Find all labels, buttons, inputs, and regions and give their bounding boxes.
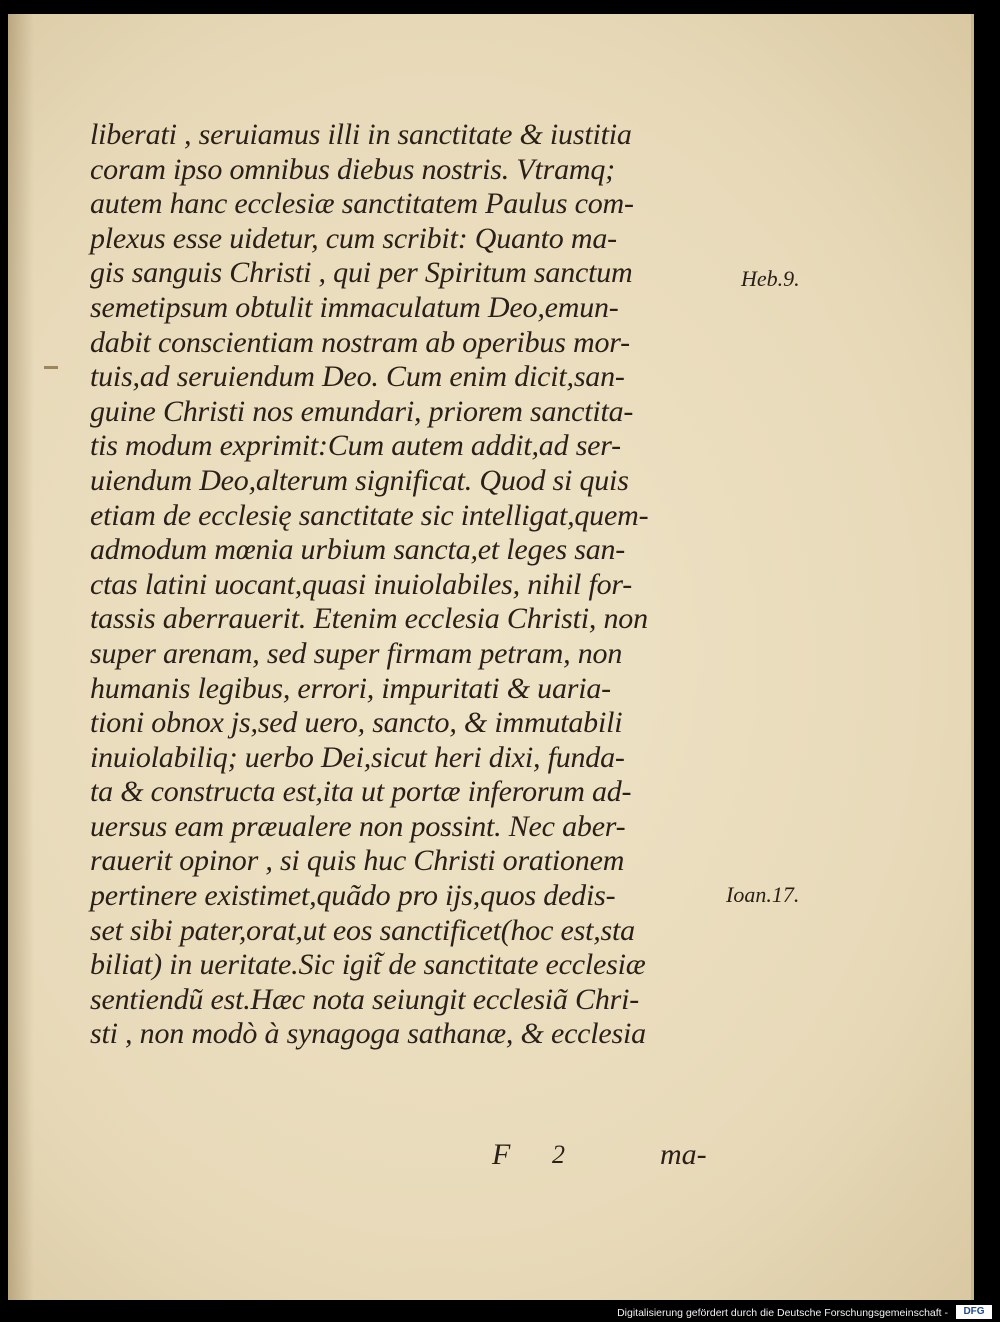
text-line: uiendum Deo,alterum significat. Quod si quis [90, 463, 629, 497]
text-line: autem hanc ecclesiæ sanctitatem Paulus com- [90, 187, 634, 221]
text-line: inuiolabiliq; uerbo Dei,sicut heri dixi, funda- [90, 740, 625, 774]
text-line: uersus eam præualere non possint. Nec aber- [90, 809, 626, 843]
text-line: tis modum exprimit:Cum autem addit,ad ser- [90, 429, 621, 463]
catchline [8, 1138, 974, 1178]
digitization-credit: Digitalisierung gefördert durch die Deutsche Forschungsgemeinschaft - [617, 1307, 948, 1319]
signature-mark: F [492, 1138, 511, 1171]
spine-shadow [8, 14, 34, 1300]
text-line: tioni obnox js,sed uero, sancto, & immutabili [90, 706, 623, 740]
text-line: humanis legibus, errori, impuritati & uaria- [90, 671, 611, 705]
text-line: coram ipso omnibus diebus nostris. Vtramq; [90, 152, 615, 186]
text-line: rauerit opinor , si quis huc Christi orationem [90, 844, 625, 878]
text-line: pertinere existimet,quãdo pro ijs,quos dedis- [90, 879, 616, 913]
text-line: dabit conscientiam nostram ab operibus mor- [90, 325, 630, 359]
body-text [90, 118, 750, 1052]
margin-note-heb: Heb.9. [741, 266, 800, 291]
text-line: admodum mœnia urbium sancta,et leges san- [90, 533, 626, 567]
text-line: sti , non modò à synagoga sathanæ, & ecclesia [90, 1017, 646, 1051]
dfg-logo: DFG [956, 1305, 992, 1319]
text-line: guine Christi nos emundari, priorem sanctita- [90, 394, 634, 428]
text-line: sentiendũ est.Hæc nota seiungit ecclesiã Chri- [90, 982, 640, 1016]
text-line: set sibi pater,orat,ut eos sanctificet(hoc est,sta [90, 913, 635, 947]
text-line: gis sanguis Christi , qui per Spiritum sanctum [90, 256, 633, 290]
book-page [8, 14, 974, 1300]
margin-note-joan: Ioan.17. [726, 882, 800, 907]
signature-number: 2 [552, 1140, 565, 1169]
text-line: ctas latini uocant,quasi inuiolabiles, nihil for- [90, 567, 633, 601]
catchword: ma- [660, 1138, 707, 1171]
margin-mark [44, 366, 58, 369]
text-line: biliat) in ueritate.Sic igit̃ de sanctitate ecclesiæ [90, 948, 646, 982]
text-line: tassis aberrauerit. Etenim ecclesia Christi, non [90, 602, 648, 636]
text-line: ta & constructa est,ita ut portæ inferorum ad- [90, 775, 632, 809]
text-line: etiam de ecclesię sanctitate sic intelligat,quem- [90, 498, 649, 532]
text-line: super arenam, sed super firmam petram, non [90, 636, 623, 670]
text-line: liberati , seruiamus illi in sanctitate & iustitia [90, 118, 632, 151]
text-line: tuis,ad seruiendum Deo. Cum enim dicit,san- [90, 360, 625, 394]
text-line: plexus esse uidetur, cum scribit: Quanto ma- [90, 221, 617, 255]
text-line: semetipsum obtulit immaculatum Deo,emun- [90, 290, 619, 324]
